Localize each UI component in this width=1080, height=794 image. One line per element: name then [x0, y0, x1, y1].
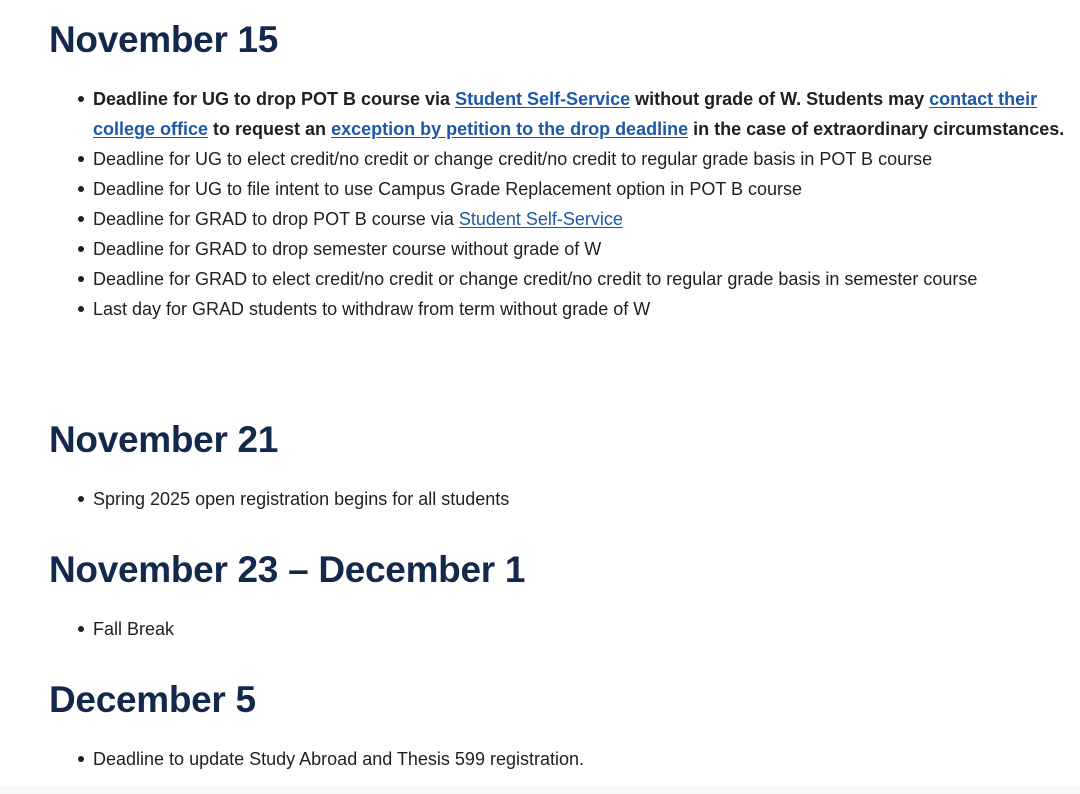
page-bottom-edge [0, 786, 1080, 794]
section-list-november-21 [49, 484, 1080, 514]
list-item: Deadline for GRAD to elect credit/no credit or change credit/no credit to regular grade basis in semester course [93, 264, 1080, 294]
item-text: to request an [208, 119, 332, 139]
list-item [93, 84, 1080, 144]
item-text: Deadline for UG to drop POT B course via [93, 89, 456, 109]
list-item: Deadline for UG to elect credit/no credit or change credit/no credit to regular grade basis in POT B course [93, 144, 1080, 174]
list-item: Deadline to update Study Abroad and Thesis 599 registration. [93, 744, 1080, 774]
section-list-december-5 [49, 744, 1080, 774]
item-text: Deadline for GRAD to drop POT B course via [93, 209, 459, 229]
student-self-service-link[interactable]: Student Self-Service [455, 89, 631, 109]
item-text: in the case of extraordinary circumstances. [688, 119, 1065, 139]
list-item: Deadline for UG to file intent to use Campus Grade Replacement option in POT B course [93, 174, 1080, 204]
section-heading-november-21: November 21 [49, 419, 279, 460]
section-list-fall-break [49, 614, 1080, 644]
section-heading-fall-break: November 23 – December 1 [49, 549, 526, 590]
section-heading-november-15: November 15 [49, 19, 279, 60]
contact-college-office-link[interactable]: contact their college office [93, 89, 1038, 139]
grad-student-self-service-link[interactable]: Student Self-Service [458, 209, 623, 229]
section-list-november-15 [49, 84, 1080, 324]
list-item: Last day for GRAD students to withdraw from term without grade of W [93, 294, 1080, 324]
list-item: Spring 2025 open registration begins for all students [93, 484, 1080, 514]
list-item: Fall Break [93, 614, 1080, 644]
list-item [93, 204, 1080, 234]
item-text: without grade of W. Students may [630, 89, 930, 109]
section-heading-december-5: December 5 [49, 679, 256, 720]
exception-petition-link[interactable]: exception by petition to the drop deadline [331, 119, 689, 139]
list-item: Deadline for GRAD to drop semester course without grade of W [93, 234, 1080, 264]
